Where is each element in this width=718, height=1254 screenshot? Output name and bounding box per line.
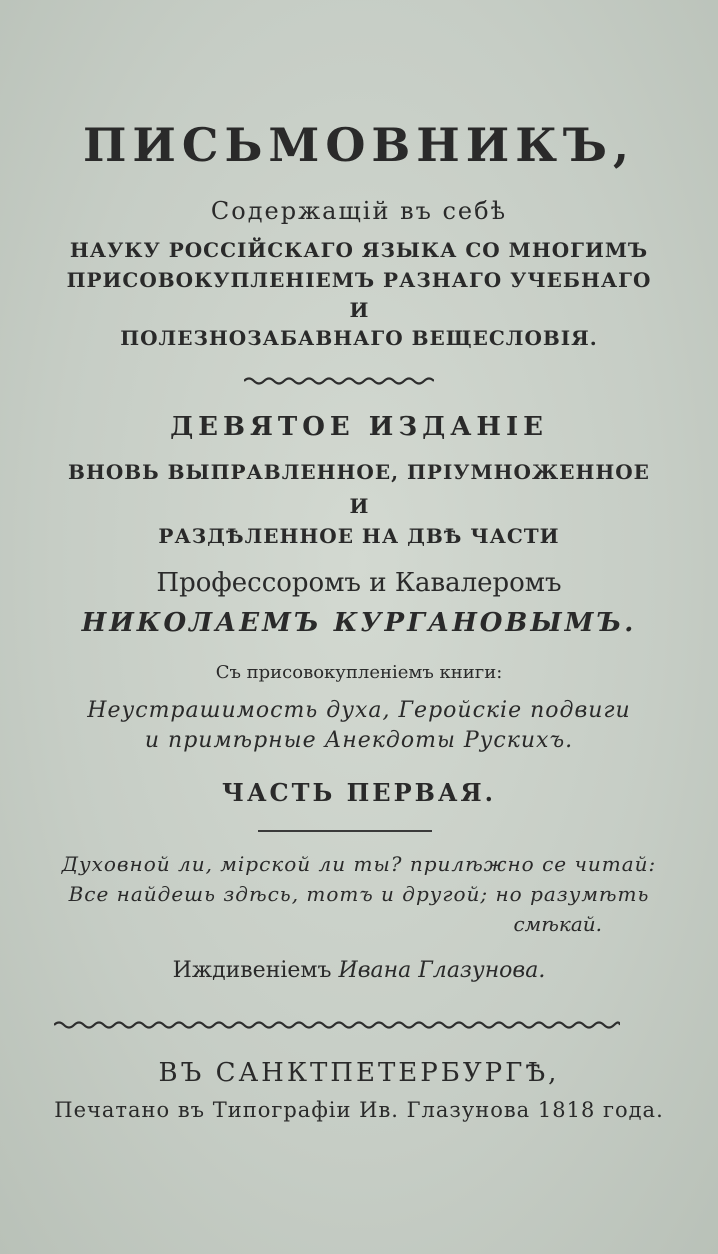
- edition-line-3: И: [349, 494, 369, 518]
- patron-name: Ивана Глазунова.: [338, 958, 546, 983]
- ornament-divider-top: [244, 376, 434, 386]
- imprint-printer: Печатано въ Типографіи Ив. Глазунова 1818 года.: [54, 1098, 664, 1122]
- subtitle-line-2: НАУКУ РОССІЙСКАГО ЯЗЫКА СО МНОГИМЪ: [69, 238, 649, 262]
- horizontal-rule: [258, 830, 432, 832]
- subtitle-line-5: ПОЛЕЗНОЗАБАВНАГО ВЕЩЕСЛОВІЯ.: [120, 326, 598, 350]
- patron-prefix: Иждивеніемъ: [172, 958, 332, 983]
- verse-line-1: Духовной ли, мірской ли ты? прилѣжно се читай:: [61, 852, 657, 876]
- subtitle-line-1: Содержащій въ себѣ: [210, 197, 508, 225]
- imprint-city: ВЪ САНКТПЕТЕРБУРГѢ,: [158, 1058, 560, 1088]
- appendix-line-2: Неустрашимость духа, Геройскіе подвиги: [87, 698, 631, 723]
- part-heading: ЧАСТЬ ПЕРВАЯ.: [222, 778, 496, 807]
- verse-line-3: смѣкай.: [513, 912, 602, 936]
- edition-line-4: РАЗДѢЛЕННОЕ НА ДВѢ ЧАСТИ: [158, 524, 560, 548]
- appendix-line-3: и примѣрные Анекдоты Рускихъ.: [144, 728, 574, 753]
- appendix-line-1: Съ присовокупленіемъ книги:: [215, 662, 503, 683]
- author-line-1: Профессоромъ и Кавалеромъ: [156, 568, 562, 598]
- edition-line-2: ВНОВЬ ВЫПРАВЛЕННОЕ, ПРІУМНОЖЕННОЕ: [68, 460, 650, 484]
- author-name: НИКОЛАЕМЪ КУРГАНОВЫМЪ.: [81, 608, 637, 638]
- subtitle-line-4: И: [349, 298, 369, 322]
- ornament-divider-bottom: [54, 1020, 620, 1030]
- subtitle-line-3: ПРИСОВОКУПЛЕНІЕМЪ РАЗНАГО УЧЕБНАГО: [66, 268, 652, 292]
- patron-line: [0, 958, 718, 983]
- book-title: ПИСЬМОВНИКЪ,: [82, 118, 636, 172]
- verse-line-2: Все найдешь здѣсь, тотъ и другой; но разумѣть: [68, 882, 650, 906]
- edition-line-1: ДЕВЯТОЕ ИЗДАНІЕ: [170, 412, 548, 442]
